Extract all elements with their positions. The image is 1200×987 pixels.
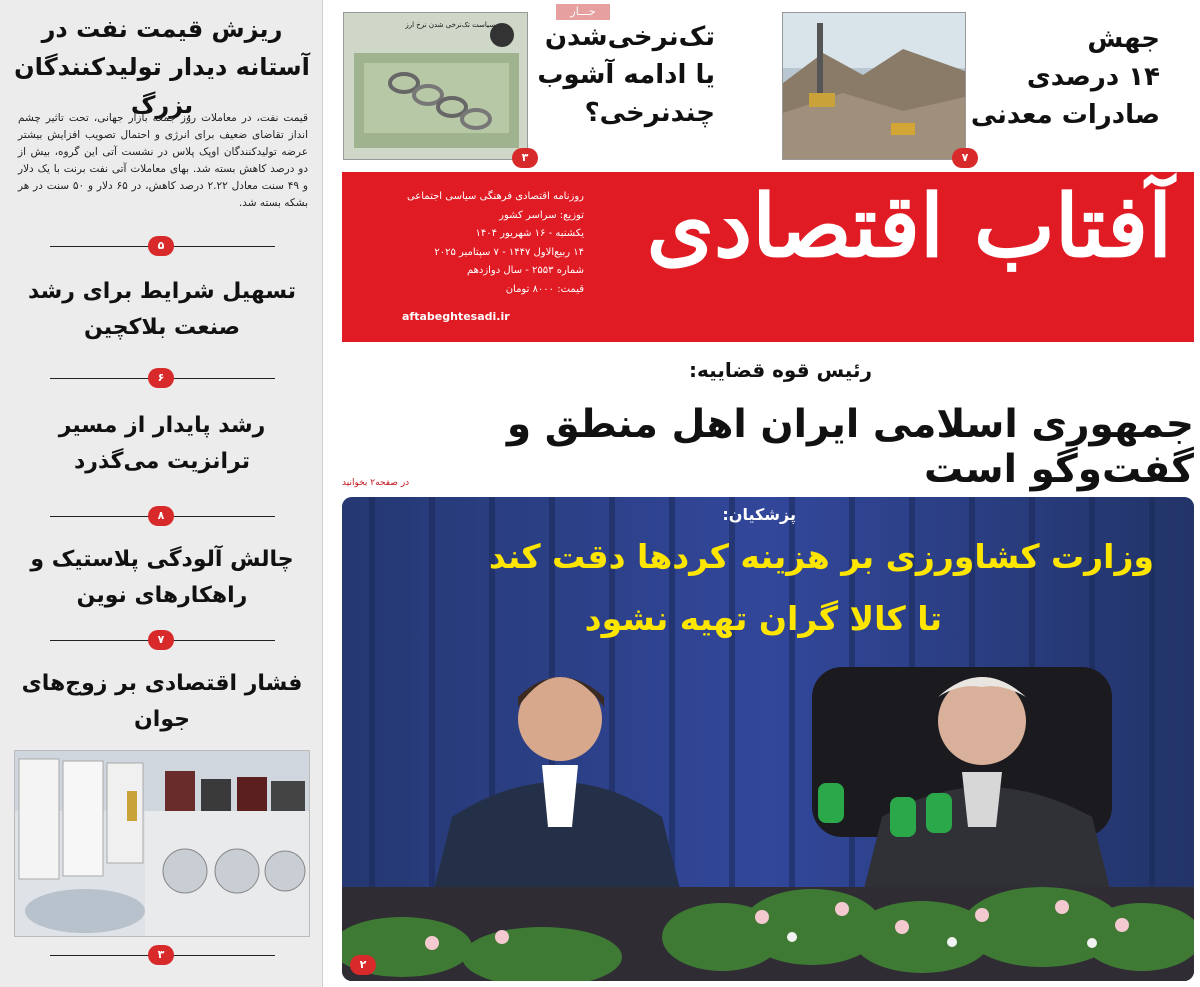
masthead-info (364, 188, 584, 299)
page-badge: ۳ (148, 945, 174, 965)
main-headline[interactable]: جمهوری اسلامی ایران اهل منطق و گفت‌وگو است (506, 402, 1194, 492)
teaser-mining-title[interactable] (970, 20, 1160, 134)
page-badge: ۷ (952, 148, 978, 168)
currency-thumbnail[interactable] (343, 12, 528, 160)
main-photo[interactable] (342, 497, 1194, 981)
website-link[interactable]: aftabeghtesadi.ir (402, 310, 510, 323)
teaser-currency-line1: تک‌نرخی‌شدن (544, 22, 715, 52)
photo-kicker: پزشکیان: (722, 505, 796, 524)
teaser-mining-line3: صادرات معدنی (970, 100, 1160, 130)
continue-link[interactable]: در صفحه۲ بخوانید (342, 478, 410, 488)
sidebar-lead-title[interactable]: ریزش قیمت نفت در آستانه دیدار تولیدکنندگان بزرگ (14, 15, 310, 119)
teaser-mining-line2: ۱۴ درصدی (1026, 62, 1160, 92)
teaser-currency-line3: چندنرخی؟ (584, 98, 715, 128)
thumb-caption: سیاست تک‌نرخی شدن نرخ ارز (405, 21, 495, 29)
photo-headline-line2[interactable]: تا کالا گران تهیه نشود (584, 599, 942, 638)
sidebar-item-young-couples[interactable]: فشار اقتصادی بر زوج‌های جوان (21, 671, 303, 732)
corner-tag: جـــار (556, 4, 610, 20)
sidebar-item-transit[interactable]: رشد پایدار از مسیر ترانزیت می‌گذرد (58, 413, 266, 474)
mining-illustration (783, 13, 965, 159)
masthead-info-line: ۱۴ ربیع‌الاول ۱۴۴۷ - ۷ سپتامبر ۲۰۲۵ (434, 246, 584, 258)
teaser-currency-title[interactable] (535, 18, 715, 132)
teaser-currency-line2: یا ادامه آشوب (537, 60, 715, 90)
photo-headline-line1[interactable]: وزارت کشاورزی بر هزینه کردها دقت کند (488, 537, 1154, 576)
teaser-mining-line1: جهش (1087, 24, 1160, 54)
masthead-info-line: روزنامه اقتصادی فرهنگی سیاسی اجتماعی (406, 191, 584, 202)
page-badge: ۸ (148, 506, 174, 526)
main-kicker: رئیس قوه قضاییه: (689, 358, 872, 382)
masthead-info-line: شماره ۲۵۵۳ - سال دوازدهم (466, 265, 584, 276)
newspaper-logo[interactable]: آفتاب اقتصادی (646, 176, 1172, 277)
page-badge: ۶ (148, 368, 174, 388)
masthead-info-line: توزیع: سراسر کشور (499, 209, 584, 221)
appliance-illustration (15, 751, 309, 936)
page-badge: ۳ (512, 148, 538, 168)
appliance-store-photo[interactable] (14, 750, 310, 937)
sidebar-lead-body: قیمت نفت، در معاملات روز جمعه بازار جهانی، تحت تاثیر چشم انداز تقاضای ضعیف برای انرژی و احتمال تصویب افزایش بیشتر عرضه تولیدکنندگان اوپک پلاس در نشست آتی این گروه، بیش از دو درصد کاهش بسته شد. بهای معاملات آتی نفت برنت با یک دلار و ۴۹ سنت معادل ۲.۲۲ درصد کاهش، در ۶۵ دلار و ۵۰ سنت در هر بشکه بسته شد. (18, 112, 308, 209)
masthead-info-line: قیمت: ۸۰۰۰ تومان (505, 283, 584, 295)
masthead (342, 172, 1194, 342)
dollar-chain-illustration (344, 13, 527, 159)
masthead-info-line: یکشنبه - ۱۶ شهریور ۱۴۰۴ (475, 228, 584, 239)
sidebar-item-blockchain[interactable]: تسهیل شرایط برای رشد صنعت بلاکچین (27, 279, 297, 340)
sidebar (0, 0, 323, 987)
page-badge: ۲ (350, 955, 376, 975)
page-badge: ۷ (148, 630, 174, 650)
sidebar-item-plastic[interactable]: چالش آلودگی پلاستیک و راهکارهای نوین (30, 547, 294, 608)
mining-thumbnail[interactable] (782, 12, 966, 160)
page-badge: ۵ (148, 236, 174, 256)
